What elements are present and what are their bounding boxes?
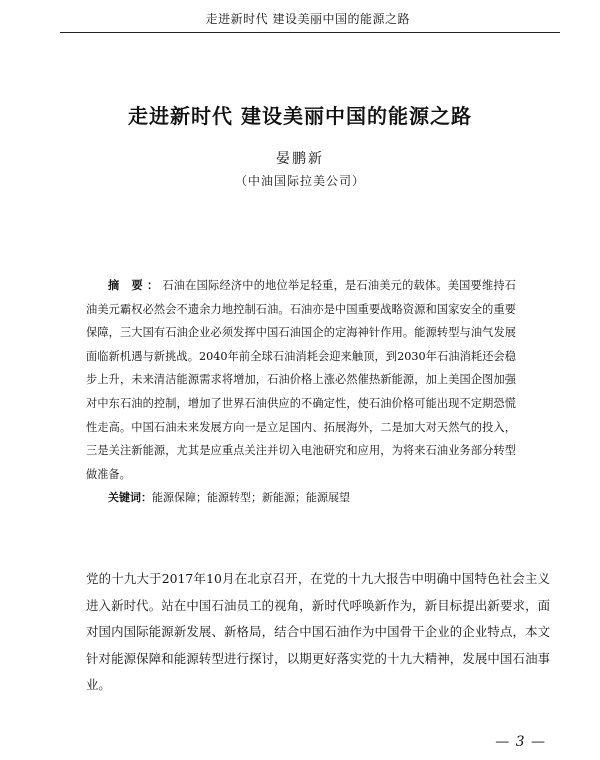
running-header <box>60 6 560 33</box>
abstract-label: 摘 要： <box>108 278 163 292</box>
body-paragraph: 党的十九大于2017年10月在北京召开，在党的十九大报告中明确中国特色社会主义进入新时代。站在中国石油员工的视角，新时代呼唤新作为，新目标提出新要求，面对国内国际能源新发展、新格局，结合中国石油作为中国骨干企业的企业特点，本文针对能源保障和能源转型进行探讨，以期更好落实党的十九大精神，发展中国石油事业。 <box>86 571 550 692</box>
article-title: 走进新时代 建设美丽中国的能源之路 <box>128 104 472 128</box>
author-affiliation: （中油国际拉美公司） <box>234 174 365 188</box>
page-number: — 3 — <box>495 734 546 750</box>
keywords-text: 能源保障；能源转型；新能源；能源展望 <box>152 491 350 504</box>
running-header-text: 走进新时代 建设美丽中国的能源之路 <box>205 12 410 26</box>
keywords-label: 关键词： <box>108 491 152 504</box>
abstract-text: 石油在国际经济中的地位举足轻重，是石油美元的载体。美国要维持石油美元霸权必然会不遗余力地控制石油。石油亦是中国重要战略资源和国家安全的重要保障，三大国有石油企业必须发挥中国石油国企的定海神针作用。能源转型与油气发展面临新机遇与新挑战。2040年前全球石油消耗会迎来触顶，到2030年石油消耗还会稳步上升，未来清洁能源需求将增加，石油价格上涨必然催热新能源，加上美国企图加强对中东石油的控制，增加了世界石油供应的不确定性，使石油价格可能出现不定期恐慌性走高。中国石油未来发展方向一是立足国内、拓展海外，二是加大对天然气的投入，三是关注新能源，尤其是应重点关注并切入电池研究和应用，为将来石油业务部分转型做准备。 <box>86 279 516 481</box>
keywords <box>108 488 518 508</box>
abstract <box>86 274 516 486</box>
author-name: 晏鹏新 <box>276 151 324 167</box>
